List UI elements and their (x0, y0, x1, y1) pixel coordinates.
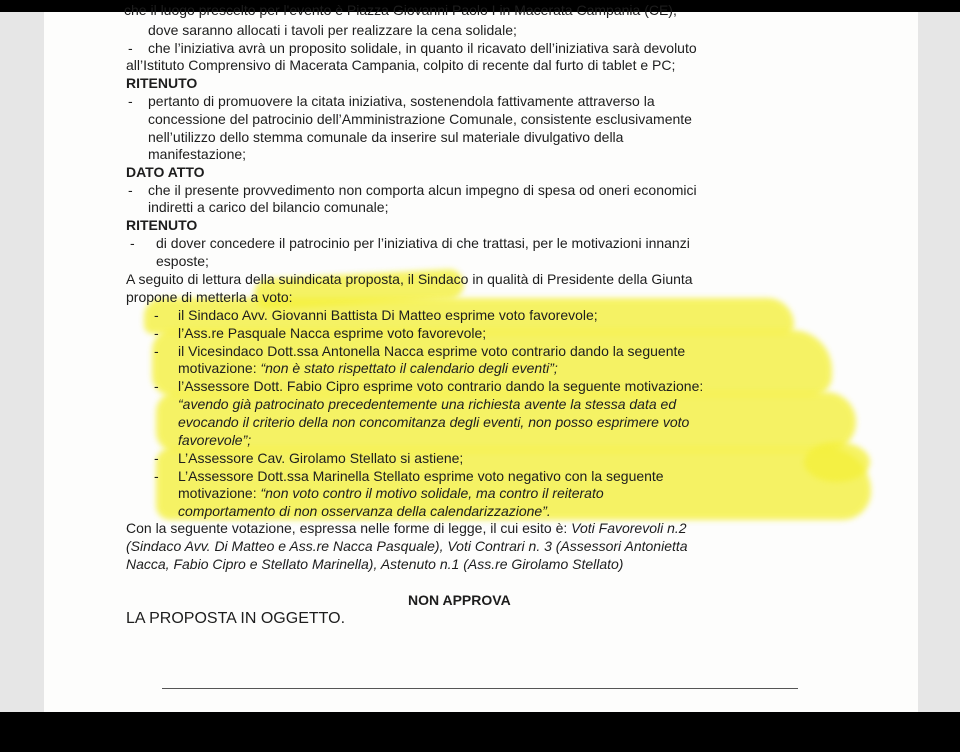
bullet-dash: - (154, 325, 159, 341)
motivation-label: motivazione: (178, 485, 261, 501)
bullet-dash: - (154, 378, 159, 394)
text-line: che il presente provvedimento non comporta alcun impegno di spesa od oneri economici (148, 182, 697, 198)
section-heading: DATO ATTO (126, 164, 205, 180)
vote-line: l’Ass.re Pasquale Nacca esprime voto favorevole; (178, 325, 487, 341)
outcome-favorevoli: Voti Favorevoli n.2 (571, 520, 687, 536)
document-page (44, 2, 918, 712)
vote-line: L’Assessore Dott.ssa Marinella Stellato esprime voto negativo con la seguente (178, 468, 664, 484)
bullet-dash: - (154, 450, 159, 466)
motivation-label: motivazione: (178, 360, 261, 376)
vote-line: comportamento di non osservanza della calendarizzazione”. (178, 503, 551, 519)
text-line: pertanto di promuovere la citata iniziativa, sostenendola fattivamente attraverso la (148, 93, 655, 109)
text-line (126, 520, 687, 537)
bullet-dash: - (128, 93, 133, 109)
bullet-dash: - (154, 468, 159, 484)
vote-line: il Vicesindaco Dott.ssa Antonella Nacca esprime voto contrario dando la seguente (178, 343, 686, 359)
vote-line: l’Assessore Dott. Fabio Cipro esprime voto contrario dando la seguente motivazione: (178, 378, 704, 394)
text-line: esposte; (156, 253, 209, 269)
bullet-dash: - (128, 40, 133, 56)
bullet-dash: - (128, 182, 133, 198)
motivation-quote: “non voto contro il motivo solidale, ma contro il reiterato (260, 485, 604, 501)
signature-rule (162, 688, 798, 689)
text-line: dove saranno allocati i tavoli per realizzare la cena solidale; (148, 22, 517, 38)
text-line: (Sindaco Avv. Di Matteo e Ass.re Nacca Pasquale), Voti Contrari n. 3 (Assessori Antonietta (126, 538, 688, 554)
vote-line: favorevole”; (178, 432, 252, 448)
text-line: che l’iniziativa avrà un proposito solidale, in quanto il ricavato dell’iniziativa sarà devoluto (148, 40, 697, 56)
text-line: nell’utilizzo dello stemma comunale da inserire sul materiale divulgativo della (148, 129, 624, 145)
text-line: propone di metterla a voto: (126, 289, 293, 305)
text-line: indiretti a carico del bilancio comunale; (148, 199, 389, 215)
right-margin (918, 12, 960, 712)
left-margin (0, 12, 44, 712)
bottom-black-bar (0, 712, 960, 752)
highlighter-mark (804, 442, 870, 482)
bullet-dash: - (154, 343, 159, 359)
cut-off-line: che il luogo prescelto per l'evento è Piazza Giovanni Paolo I in Macerata Campania (CE), (124, 2, 677, 18)
vote-line (178, 360, 558, 377)
decision-heading: NON APPROVA (408, 592, 511, 608)
text-line: di dover concedere il patrocinio per l’iniziativa di che trattasi, per le motivazioni innanzi (156, 235, 690, 251)
text-line: concessione del patrocinio dell’Amministrazione Comunale, consistente esclusivamente (148, 111, 692, 127)
section-heading: RITENUTO (126, 217, 198, 233)
bullet-dash: - (130, 235, 135, 251)
text-line: all’Istituto Comprensivo di Macerata Campania, colpito di recente dal furto di tablet e PC; (126, 57, 676, 73)
text-line: Nacca, Fabio Cipro e Stellato Marinella), Astenuto n.1 (Ass.re Girolamo Stellato) (126, 556, 624, 572)
vote-line: L’Assessore Cav. Girolamo Stellato si astiene; (178, 450, 464, 466)
vote-line: il Sindaco Avv. Giovanni Battista Di Matteo esprime voto favorevole; (178, 307, 598, 323)
text-line: A seguito di lettura della suindicata proposta, il Sindaco in qualità di Presidente della Giunta (126, 271, 693, 287)
outcome-text: Con la seguente votazione, espressa nelle forme di legge, il cui esito è: (126, 520, 572, 536)
vote-line (178, 485, 604, 502)
motivation-quote: “non è stato rispettato il calendario degli eventi”; (260, 360, 558, 376)
bullet-dash: - (154, 307, 159, 323)
vote-line: “avendo già patrocinato precedentemente una richiesta avente la stessa data ed (178, 396, 677, 412)
section-heading: RITENUTO (126, 75, 198, 91)
vote-line: evocando il criterio della non concomitanza degli eventi, non posso esprimere voto (178, 414, 690, 430)
decision-text: LA PROPOSTA IN OGGETTO. (126, 610, 346, 627)
text-line: manifestazione; (148, 146, 247, 162)
